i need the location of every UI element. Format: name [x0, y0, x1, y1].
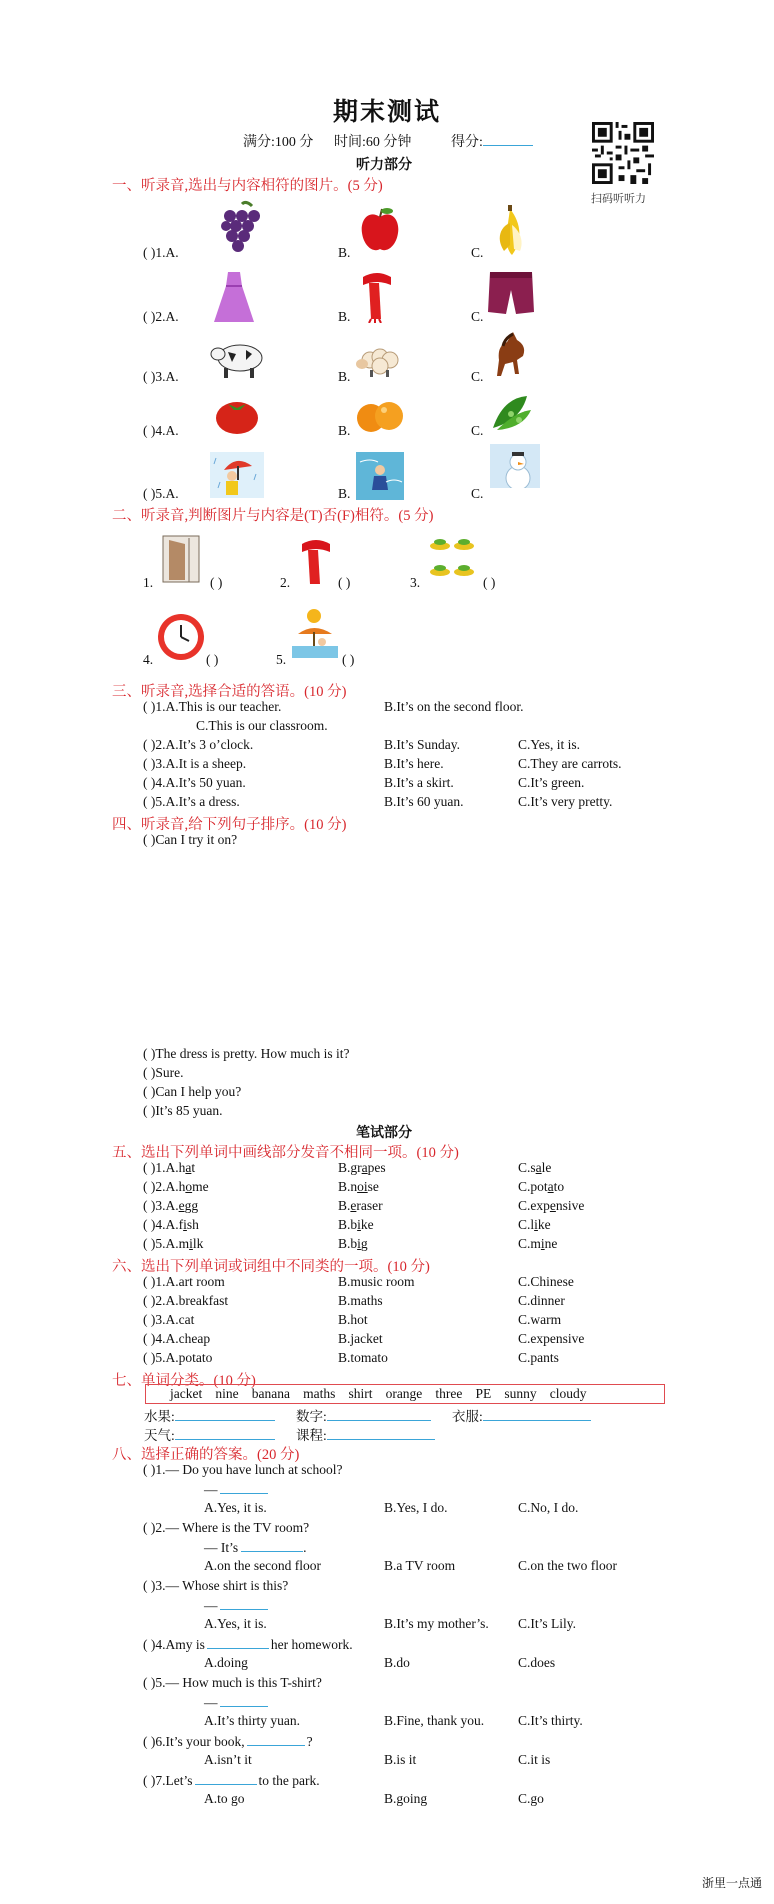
s4-sentence-3: ( )Sure. — [143, 1065, 184, 1080]
s8-q5-blank[interactable] — [220, 1694, 268, 1707]
s8-q1-blank[interactable] — [220, 1481, 268, 1494]
apple-icon — [358, 207, 402, 253]
clothes-category: 衣服: — [452, 1405, 591, 1425]
s5-q5-c: C.mine — [518, 1236, 558, 1251]
s8-q3: ( )3.— Whose shirt is this? — [143, 1578, 289, 1593]
s5-q4-b: B.bike — [338, 1217, 374, 1232]
s1-q4: ( )4.A. — [143, 423, 179, 438]
s2-item-3: 3. — [410, 575, 421, 590]
full-score: 满分:100 分 — [243, 135, 314, 150]
s1-q2-b: B. — [338, 309, 351, 324]
s5-q5-b: B.big — [338, 1236, 368, 1251]
s8-q4-c: C.does — [518, 1655, 556, 1670]
s2-item-4: 4. — [143, 652, 154, 667]
s6-q3-a: ( )3.A.cat — [143, 1312, 195, 1327]
fruit-blank[interactable] — [175, 1408, 275, 1421]
s8-q1-answer-line: — — [204, 1481, 268, 1498]
s4-sentence-2: ( )The dress is pretty. How much is it? — [143, 1046, 350, 1061]
banana-icon — [490, 205, 534, 259]
s1-q3-c: C. — [471, 369, 484, 384]
s5-q2-a: ( )2.A.home — [143, 1179, 209, 1194]
horse-icon — [487, 330, 535, 382]
s5-q3-c: C.expensive — [518, 1198, 585, 1213]
s1-q1-b: B. — [338, 245, 351, 260]
underlined-letters: a — [547, 1179, 554, 1194]
scarf-icon — [296, 538, 336, 588]
s8-q2: ( )2.— Where is the TV room? — [143, 1520, 310, 1535]
s8-q7-blank[interactable] — [195, 1772, 257, 1785]
s2-paren-2: ( ) — [338, 575, 351, 590]
s2-paren-3: ( ) — [483, 575, 496, 590]
s8-q1-c: C.No, I do. — [518, 1500, 579, 1515]
s6-q1-c: C.Chinese — [518, 1274, 574, 1289]
s3-q3-a: ( )3.A.It is a sheep. — [143, 756, 247, 771]
s8-q7: ( )7.Let’s to the park. — [143, 1773, 320, 1788]
course-blank[interactable] — [327, 1427, 435, 1440]
s2-item-1: 1. — [143, 575, 154, 590]
s8-q6-blank[interactable] — [247, 1733, 305, 1746]
s5-q3-b: B.eraser — [338, 1198, 383, 1213]
number-category: 数字: — [296, 1405, 431, 1425]
s6-q1-b: B.music room — [338, 1274, 415, 1289]
tomato-icon — [212, 396, 262, 436]
s6-q2-c: C.dinner — [518, 1293, 565, 1308]
s1-q1: ( )1.A. — [143, 245, 179, 260]
s8-q6-a: A.isn’t it — [204, 1752, 252, 1767]
s3-q4-c: C.It’s green. — [518, 775, 585, 790]
s5-q1-a: ( )1.A.hat — [143, 1160, 196, 1175]
s8-q1-a: A.Yes, it is. — [204, 1500, 267, 1515]
s3-q3-b: B.It’s here. — [384, 756, 444, 771]
underlined-letters: oi — [357, 1179, 368, 1194]
underlined-letters: a — [185, 1160, 192, 1175]
underlined-letters: i — [183, 1217, 187, 1232]
listening-part-heading: 听力部分 — [356, 158, 412, 173]
s5-q2-c: C.potato — [518, 1179, 565, 1194]
s5-q4-c: C.like — [518, 1217, 551, 1232]
qr-caption: 扫码听听力 — [591, 192, 646, 205]
underlined-letters: a — [361, 1160, 368, 1175]
score-label: 得分: — [451, 131, 533, 151]
s5-q2-b: B.noise — [338, 1179, 379, 1194]
s3-q3-c: C.They are carrots. — [518, 756, 622, 771]
s3-q1-c: C.This is our classroom. — [196, 718, 328, 733]
s3-q4-b: B.It’s a skirt. — [384, 775, 454, 790]
s2-paren-5: ( ) — [342, 652, 355, 667]
grapes-icon — [212, 200, 266, 256]
s6-q4-b: B.jacket — [338, 1331, 383, 1346]
section-4-heading: 四、听录音,给下列句子排序。(10 分) — [112, 817, 347, 833]
s6-q4-c: C.expensive — [518, 1331, 585, 1346]
section-7-heading: 七、单词分类。(10 分) — [112, 1373, 256, 1389]
cow-icon — [210, 338, 266, 380]
s5-q3-a: ( )3.A.egg — [143, 1198, 199, 1213]
s8-q1-b: B.Yes, I do. — [384, 1500, 448, 1515]
underlined-letters: i — [189, 1236, 193, 1251]
underlined-letters: i — [357, 1217, 361, 1232]
door-icon — [159, 534, 203, 584]
number-blank[interactable] — [327, 1408, 431, 1421]
course-category: 课程: — [296, 1424, 435, 1444]
s3-q2-a: ( )2.A.It’s 3 o’clock. — [143, 737, 254, 752]
peas-icon — [487, 392, 535, 436]
s6-q5-c: C.pants — [518, 1350, 559, 1365]
s6-q2-a: ( )2.A.breakfast — [143, 1293, 229, 1308]
s5-q4-a: ( )4.A.fish — [143, 1217, 199, 1232]
s1-q5-c: C. — [471, 486, 484, 501]
s8-q4: ( )4.Amy is her homework. — [143, 1637, 353, 1652]
s8-q2-c: C.on the two floor — [518, 1558, 617, 1573]
s1-q3: ( )3.A. — [143, 369, 179, 384]
section-8-heading: 八、选择正确的答案。(20 分) — [112, 1447, 300, 1463]
s8-q3-blank[interactable] — [220, 1597, 268, 1610]
writing-part-heading: 笔试部分 — [356, 1126, 412, 1141]
s6-q4-a: ( )4.A.cheap — [143, 1331, 211, 1346]
peas-icon — [426, 534, 478, 584]
s6-q3-c: C.warm — [518, 1312, 562, 1327]
s8-q2-b: B.a TV room — [384, 1558, 456, 1573]
s8-q5-answer-line: — — [204, 1694, 268, 1711]
s3-q5-c: C.It’s very pretty. — [518, 794, 613, 809]
section-1-heading: 一、听录音,选出与内容相符的图片。(5 分) — [112, 178, 383, 194]
s8-q4-b: B.do — [384, 1655, 410, 1670]
s2-paren-1: ( ) — [210, 575, 223, 590]
s6-q1-a: ( )1.A.art room — [143, 1274, 225, 1289]
s1-q5-b: B. — [338, 486, 351, 501]
rainy-boy-icon — [210, 452, 264, 498]
s3-q1-b: B.It’s on the second floor. — [384, 699, 524, 714]
s8-q5: ( )5.— How much is this T-shirt? — [143, 1675, 322, 1690]
page-title: 期末测试 — [332, 99, 441, 126]
s8-q7-c: C.go — [518, 1791, 544, 1806]
s8-q6: ( )6.It’s your book, ? — [143, 1734, 313, 1749]
underlined-letters: e — [549, 1198, 556, 1213]
oranges-icon — [354, 398, 406, 434]
s8-q5-a: A.It’s thirty yuan. — [204, 1713, 300, 1728]
s8-q2-blank[interactable] — [241, 1539, 303, 1552]
underlined-letters: e — [178, 1198, 185, 1213]
fruit-category: 水果: — [144, 1405, 275, 1425]
clothes-blank[interactable] — [483, 1408, 591, 1421]
s4-sentence-1: ( )Can I try it on? — [143, 832, 238, 847]
dress-icon — [212, 270, 256, 324]
s3-q2-b: B.It’s Sunday. — [384, 737, 461, 752]
s8-q6-b: B.is it — [384, 1752, 417, 1767]
s3-q5-a: ( )5.A.It’s a dress. — [143, 794, 240, 809]
s3-q1-a: ( )1.A.This is our teacher. — [143, 699, 282, 714]
underlined-letters: e — [350, 1198, 357, 1213]
s8-q7-b: B.going — [384, 1791, 428, 1806]
clock-icon — [156, 612, 206, 662]
section-3-heading: 三、听录音,选择合适的答语。(10 分) — [112, 684, 347, 700]
section-6-heading: 六、选出下列单词或词组中不同类的一项。(10 分) — [112, 1259, 430, 1275]
s1-q1-c: C. — [471, 245, 484, 260]
s6-q5-a: ( )5.A.potato — [143, 1350, 213, 1365]
section-2-heading: 二、听录音,判断图片与内容是(T)否(F)相符。(5 分) — [112, 508, 434, 524]
s8-q5-c: C.It’s thirty. — [518, 1713, 583, 1728]
s1-q2-c: C. — [471, 309, 484, 324]
s6-q5-b: B.tomato — [338, 1350, 388, 1365]
underlined-letters: i — [357, 1236, 361, 1251]
s8-q7-a: A.to go — [204, 1791, 245, 1806]
s1-q5: ( )5.A. — [143, 486, 179, 501]
s1-q3-b: B. — [338, 369, 351, 384]
s1-q4-b: B. — [338, 423, 351, 438]
underlined-letters: i — [540, 1236, 545, 1251]
weather-category: 天气: — [144, 1424, 275, 1444]
weather-blank[interactable] — [175, 1427, 275, 1440]
s8-q3-c: C.It’s Lily. — [518, 1616, 577, 1631]
s6-q3-b: B.hot — [338, 1312, 368, 1327]
s8-q3-answer-line: — — [204, 1597, 268, 1614]
qr-code-icon[interactable] — [592, 122, 654, 184]
s4-sentence-5: ( )It’s 85 yuan. — [143, 1103, 223, 1118]
scarf-icon — [355, 271, 399, 323]
sheep-icon — [354, 346, 406, 378]
section-5-heading: 五、选出下列单词中画线部分发音不相同一项。(10 分) — [112, 1145, 459, 1161]
s8-q5-b: B.Fine, thank you. — [384, 1713, 485, 1728]
s8-q3-b: B.It’s my mother’s. — [384, 1616, 489, 1631]
footer-brand: 浙里一点通 — [701, 1876, 762, 1890]
s2-paren-4: ( ) — [206, 652, 219, 667]
s8-q1: ( )1.— Do you have lunch at school? — [143, 1462, 343, 1477]
s2-item-2: 2. — [280, 575, 291, 590]
s5-q5-a: ( )5.A.milk — [143, 1236, 204, 1251]
s3-q4-a: ( )4.A.It’s 50 yuan. — [143, 775, 246, 790]
windy-boy-icon — [356, 452, 404, 500]
s3-q2-c: C.Yes, it is. — [518, 737, 581, 752]
shorts-icon — [486, 270, 536, 316]
underlined-letters: i — [534, 1217, 538, 1232]
s8-q2-a: A.on the second floor — [204, 1558, 321, 1573]
snowman-icon — [490, 444, 540, 496]
sunny-beach-icon — [292, 606, 338, 658]
s8-q2-answer-line: — It’s . — [204, 1540, 307, 1555]
underlined-letters: o — [185, 1179, 193, 1194]
s1-q4-c: C. — [471, 423, 484, 438]
s6-q2-b: B.maths — [338, 1293, 383, 1308]
underlined-letters: a — [535, 1160, 542, 1175]
s8-q3-a: A.Yes, it is. — [204, 1616, 267, 1631]
word-bank: jacket nine banana maths shirt orange three PE sunny cloudy — [170, 1386, 587, 1401]
s8-q6-c: C.it is — [518, 1752, 551, 1767]
s8-q4-a: A.doing — [204, 1655, 248, 1670]
s5-q1-c: C.sale — [518, 1160, 552, 1175]
s8-q4-blank[interactable] — [207, 1636, 269, 1649]
s2-item-5: 5. — [276, 652, 287, 667]
s3-q5-b: B.It’s 60 yuan. — [384, 794, 464, 809]
time-limit: 时间:60 分钟 — [334, 135, 412, 150]
s1-q2: ( )2.A. — [143, 309, 179, 324]
s4-sentence-4: ( )Can I help you? — [143, 1084, 242, 1099]
s5-q1-b: B.grapes — [338, 1160, 386, 1175]
